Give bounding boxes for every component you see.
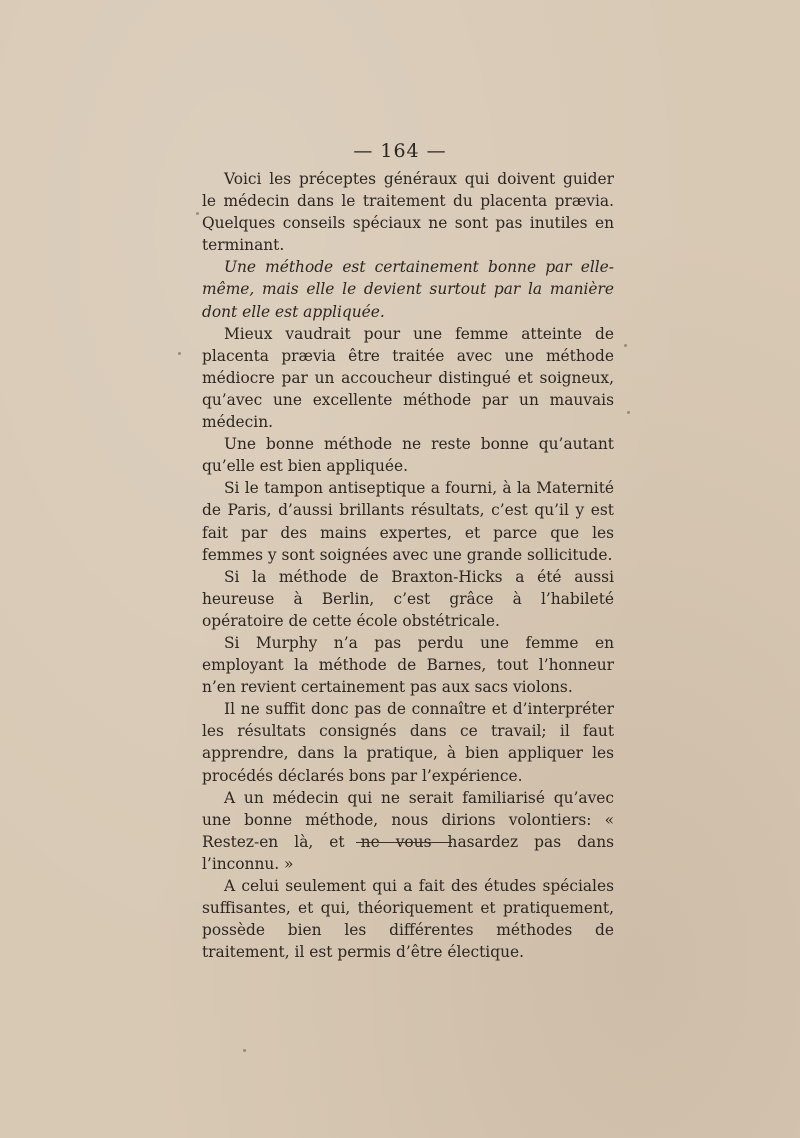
body-text <box>202 168 614 963</box>
page-number: — 164 — <box>353 140 447 162</box>
paragraph: Une bonne méthode ne reste bonne qu’autant qu’elle est bien appliquée. <box>202 435 614 476</box>
paragraph: Si Murphy n’a pas perdu une femme en employant la méthode de Barnes, tout l’honneur n’en revient certainement pas aux sacs violons. <box>202 633 614 697</box>
paper-speck <box>178 352 181 355</box>
paper-speck <box>243 1049 246 1052</box>
paper-speck <box>627 411 630 414</box>
paper-speck <box>624 344 627 347</box>
paragraph: Il ne suffit donc pas de connaître et d’interpréter les résultats consignés dans ce travail; il faut apprendre, dans la pratique, à bien appliquer les procédés déclarés bons par l’expérience. <box>202 700 614 785</box>
paragraph: Voici les préceptes généraux qui doivent guider le médecin dans le traitement du placenta prævia. Quelques conseils spéciaux ne sont pas inutiles en terminant. <box>202 170 614 255</box>
paragraph: Si la méthode de Braxton-Hicks a été aussi heureuse à Berlin, c’est grâce à l’habileté opératoire de cette école obstétricale. <box>202 567 614 630</box>
paragraph: Si le tampon antiseptique a fourni, à la Maternité de Paris, d’aussi brillants résultats, c’est qu’il y est fait par des mains expertes, et parce que les femmes y sont soignées avec une grande sollicitude. <box>202 479 614 564</box>
paragraph: Mieux vaudrait pour une femme atteinte de placenta prævia être traitée avec une méthode médiocre par un accoucheur distingué et soigneux, qu’avec une excellente méthode par un mauvais médecin. <box>202 324 614 432</box>
paper-speck <box>196 212 199 215</box>
paragraph: A celui seulement qui a fait des études spéciales suffisantes, et qui, théoriquement et pratiquement, possède bien les différentes méthodes de traitement, il est permis d’être électique. <box>202 877 614 962</box>
paragraph: A un médecin qui ne serait familiarisé qu’avec une bonne méthode, nous dirions volontiers: « Restez-en là, et ne vous hasardez pas dans l’inconnu. » <box>202 788 614 873</box>
end-rule <box>356 842 452 843</box>
paragraph-italic: Une méthode est certainement bonne par elle-même, mais elle le devient surtout par la manière dont elle est appliquée. <box>202 258 614 321</box>
